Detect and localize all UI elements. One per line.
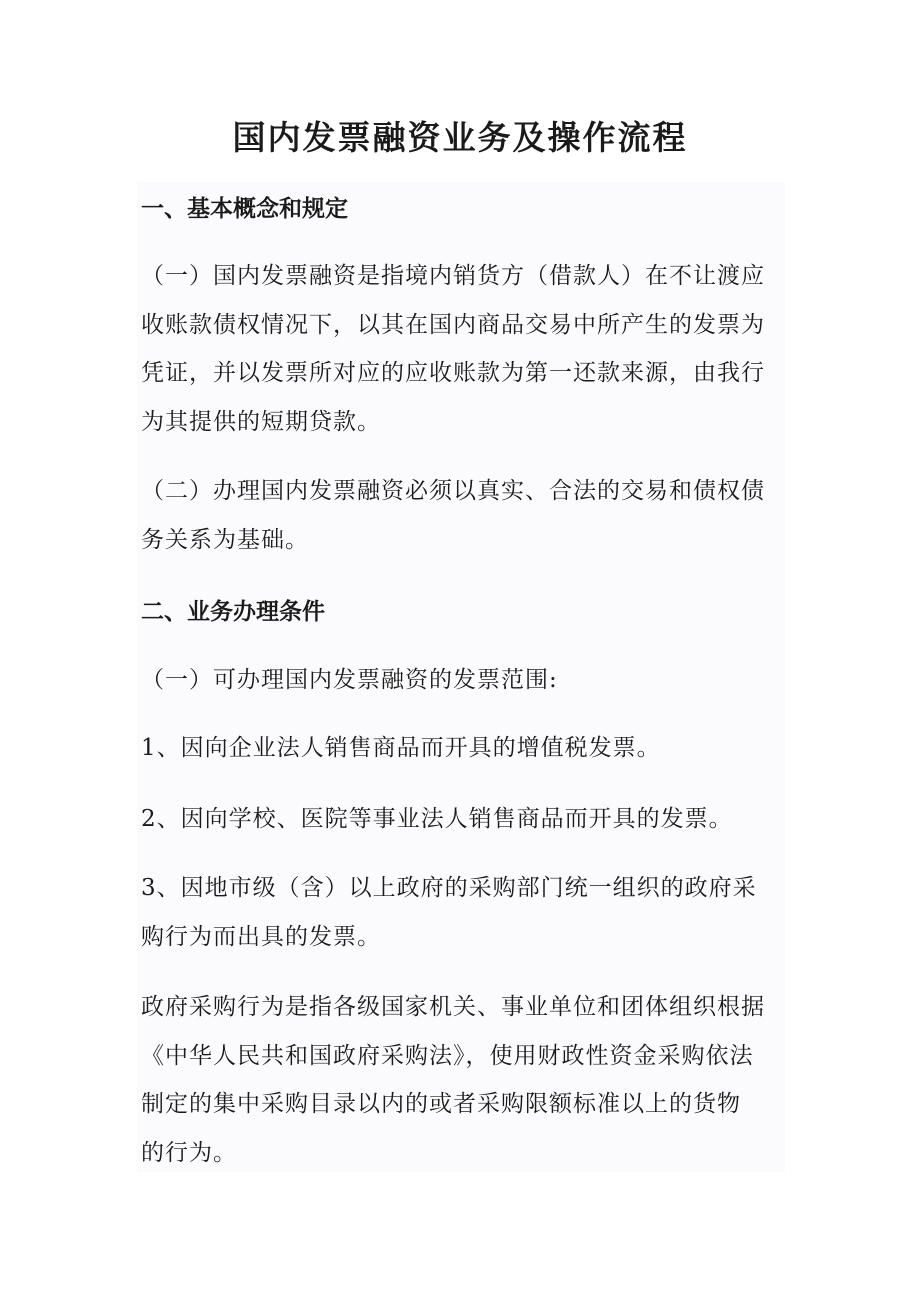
section-heading-2: 二、业务办理条件 — [141, 598, 325, 625]
paragraph-line: 1、因向企业法人销售商品而开具的增值税发票。 — [141, 735, 661, 761]
paragraph-2-2 — [141, 724, 781, 773]
paragraph-2-5 — [141, 983, 781, 1177]
paragraph-line: 为其提供的短期贷款。 — [141, 408, 381, 435]
paragraph-2-1 — [141, 656, 781, 705]
paragraph-line: 政府采购行为是指各级国家机关、事业单位和团体组织根据 — [141, 994, 765, 1020]
paragraph-line: 3、因地市级（含）以上政府的采购部门统一组织的政府采 — [141, 875, 757, 901]
paragraph-line: 购行为而出具的发票。 — [141, 923, 381, 950]
paragraph-line: （一）可办理国内发票融资的发票范围: — [141, 667, 558, 693]
paragraph-line: 《中华人民共和国政府采购法》，使用财政性资金采购依法 — [141, 1042, 754, 1069]
paragraph-line: 制定的集中采购目录以内的或者采购限额标准以上的货物 — [141, 1091, 741, 1117]
paragraph-line: （二）办理国内发票融资必须以真实、合法的交易和债权债 — [141, 478, 765, 504]
paragraph-line: 2、因向学校、医院等事业法人销售商品而开具的发票。 — [141, 806, 733, 832]
paragraph-1-2 — [141, 467, 781, 564]
document-title: 国内发票融资业务及操作流程 — [232, 118, 688, 157]
paragraph-2-3 — [141, 795, 781, 844]
paragraph-line: 务关系为基础。 — [141, 526, 309, 553]
paragraph-line: 凭证，并以发票所对应的应收账款为第一还款来源，由我行 — [141, 360, 765, 386]
paragraph-2-4 — [141, 864, 781, 961]
section-heading-1: 一、基本概念和规定 — [141, 195, 348, 222]
paragraph-line: 收账款债权情况下，以其在国内商品交易中所产生的发票为 — [141, 311, 765, 338]
paragraph-1-1 — [141, 252, 781, 446]
paragraph-line: 的行为。 — [141, 1139, 237, 1166]
paragraph-line: （一）国内发票融资是指境内销货方（借款人）在不让渡应 — [141, 263, 765, 289]
